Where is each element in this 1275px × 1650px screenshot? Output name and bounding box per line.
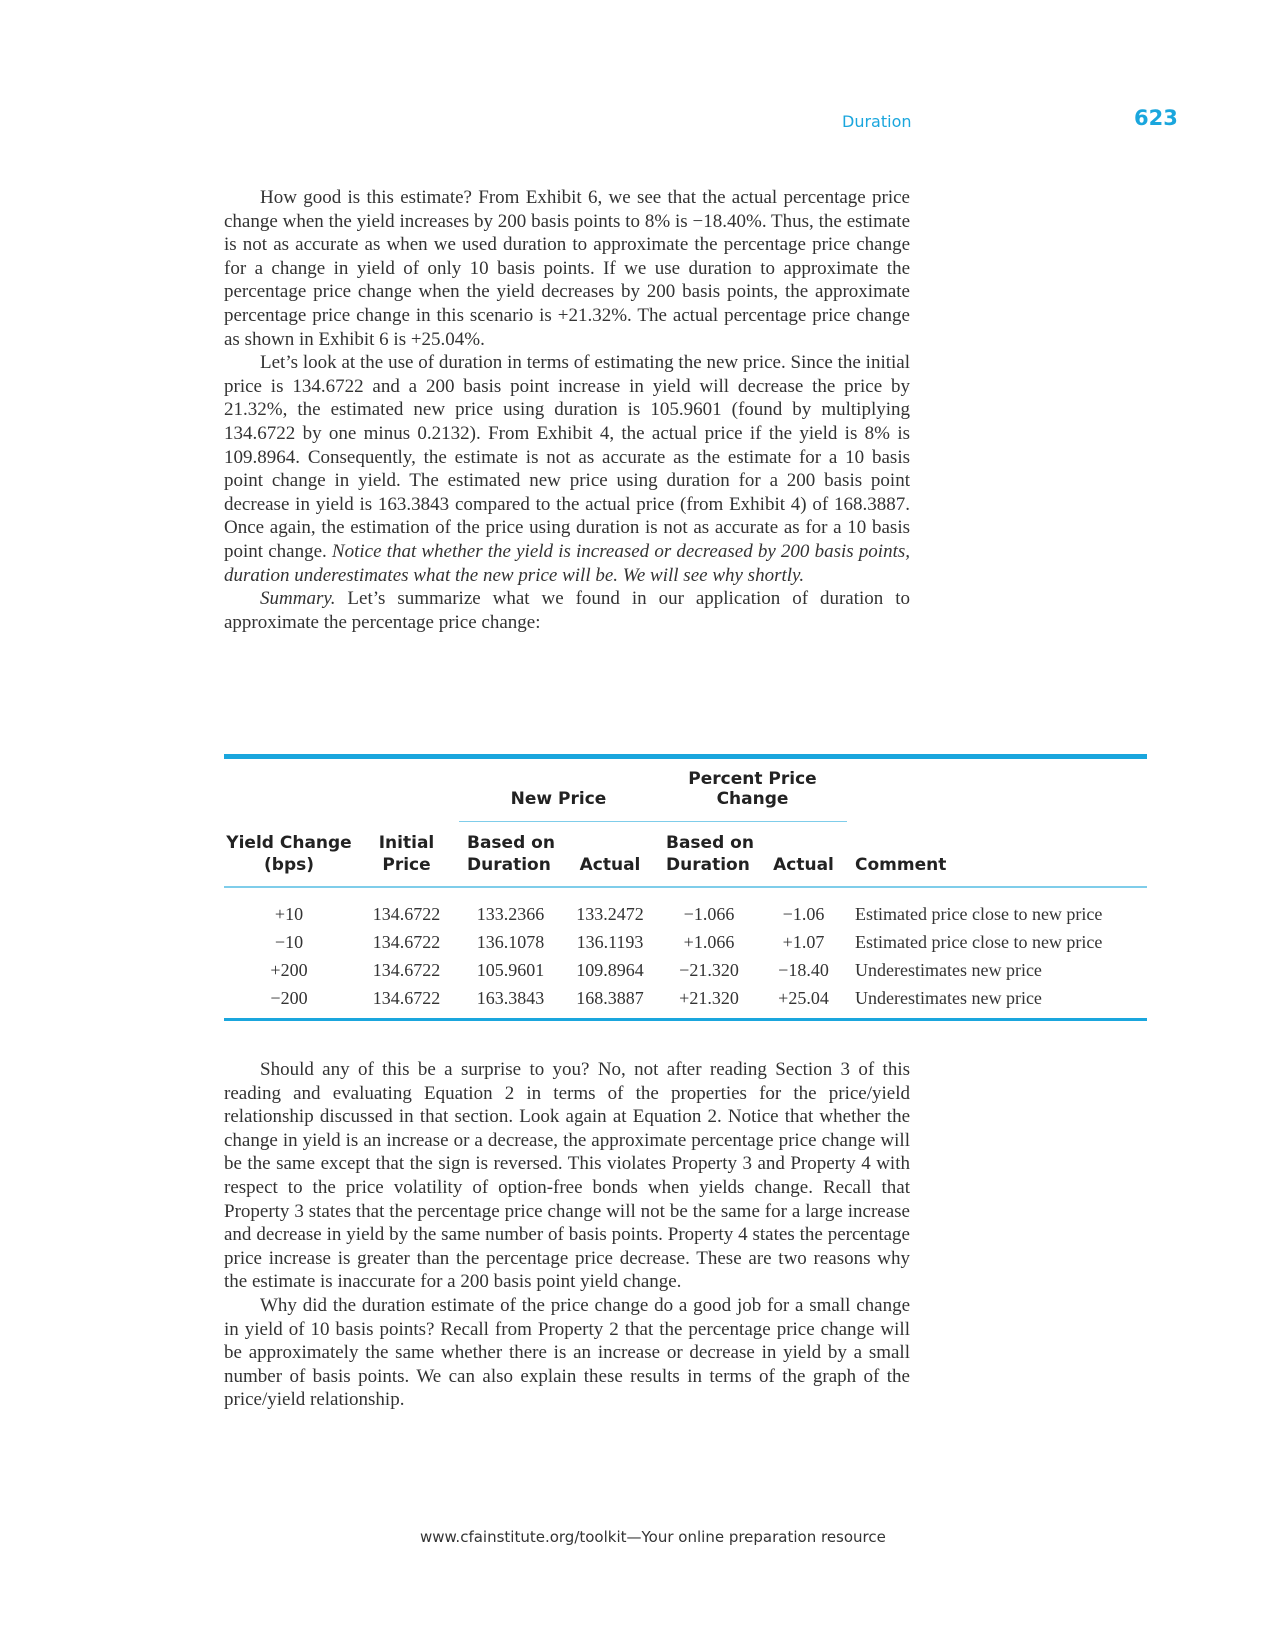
paragraph-estimate-accuracy xyxy=(224,186,910,351)
col-percent-actual: Actual xyxy=(760,822,847,888)
cell-comment: Underestimates new price xyxy=(855,959,1042,980)
col-new-price-duration xyxy=(459,822,562,888)
cell-initial-price: 134.6722 xyxy=(372,903,441,924)
cell-percent-duration: +21.320 xyxy=(679,987,739,1008)
header-line: Yield Change xyxy=(226,833,352,853)
cell-percent-actual: +25.04 xyxy=(778,987,829,1008)
cell-new-price-actual: 109.8964 xyxy=(576,959,644,980)
column-header-row xyxy=(224,822,1147,888)
footer-link-text: www.cfainstitute.org/toolkit—Your online preparation resource xyxy=(420,1528,886,1546)
header-line: Duration xyxy=(467,855,551,875)
cell-new-price-duration: 133.2366 xyxy=(476,903,545,924)
cell-percent-duration: +1.066 xyxy=(683,931,735,952)
cell-comment: Estimated price close to new price xyxy=(855,931,1103,952)
cell-initial-price: 134.6722 xyxy=(372,987,441,1008)
header-line: Initial xyxy=(378,833,435,853)
summary-table xyxy=(224,754,1147,1021)
group-spacer xyxy=(354,759,459,822)
body-text-top xyxy=(224,186,910,634)
col-initial-price xyxy=(354,822,459,888)
col-comment: Comment xyxy=(847,822,1147,888)
group-header-new-price: New Price xyxy=(459,759,658,822)
cell-comment: Estimated price close to new price xyxy=(855,903,1103,924)
cell-initial-price: 134.6722 xyxy=(372,959,441,980)
cell-new-price-actual: 133.2472 xyxy=(576,903,644,924)
col-percent-duration xyxy=(658,822,760,888)
col-yield-change xyxy=(224,822,354,888)
cell-percent-actual: −1.06 xyxy=(782,903,825,924)
cell-percent-duration: −1.066 xyxy=(683,903,735,924)
paragraph-new-price xyxy=(224,351,910,587)
cell-percent-actual: −18.40 xyxy=(778,959,829,980)
group-header-row xyxy=(224,759,1147,822)
header-line: Based on xyxy=(666,833,754,853)
cell-percent-actual: +1.07 xyxy=(782,931,825,952)
group-spacer xyxy=(224,759,354,822)
summary-lead: Summary. xyxy=(260,588,336,610)
paragraph-summary xyxy=(224,587,910,634)
cell-percent-duration: −21.320 xyxy=(679,959,739,980)
table-bottom-rule xyxy=(224,1018,1147,1021)
header-line: Price xyxy=(382,855,431,875)
header-line: Duration xyxy=(666,855,750,875)
cell-new-price-duration: 163.3843 xyxy=(476,987,545,1008)
cell-new-price-actual: 136.1193 xyxy=(576,931,644,952)
paragraph-text: Let’s look at the use of duration in terms of estimating the new price. Since the initial price is 134.6722 and a 200 basis point increase in yield will decrease the price by 21.32%, the estimated new price using duration is 105.9601 (found by multiplying 134.6722 by one minus 0.2132). From Exhibit 4, the actual price if the yield is 8% is 109.8964. Consequently, the estimate is not as accurate as the estimate for a 10 basis point change in yield. The estimated new price using duration for a 200 basis point decrease in yield is 163.3843 compared to the actual price (from Exhibit 4) of 168.3887. Once again, the estimation of the price using duration is not as accurate as for a 10 basis point change. xyxy=(224,352,910,562)
cell-yield-change: +10 xyxy=(274,903,304,924)
table-row xyxy=(224,928,1147,956)
table-row xyxy=(224,984,1147,1012)
body-text-bottom xyxy=(224,1058,910,1412)
cell-new-price-actual: 168.3887 xyxy=(576,987,644,1008)
table-row xyxy=(224,956,1147,984)
cell-yield-change: −200 xyxy=(270,987,308,1008)
table-row xyxy=(224,887,1147,928)
group-header-percent-change: Percent Price Change xyxy=(658,759,847,822)
page-number: 623 xyxy=(1134,106,1178,130)
duration-table xyxy=(224,759,1147,1012)
header-line: Based on xyxy=(467,833,555,853)
italic-note: Notice that whether the yield is increased or decreased by 200 basis points, duration underestimates what the new price will be. We will see why shortly. xyxy=(224,540,911,586)
col-new-price-actual: Actual xyxy=(562,822,658,888)
paragraph-small-change: Why did the duration estimate of the price change do a good job for a small change in yield of 10 basis points? Recall from Property 2 that the percentage price change will be approximately the same whether there is an increase or decrease in yield by a small number of basis points. We can also explain these results in terms of the graph of the price/yield relationship. xyxy=(224,1294,910,1411)
cell-yield-change: +200 xyxy=(270,959,308,980)
paragraph-surprise: Should any of this be a surprise to you? No, not after reading Section 3 of this reading and evaluating Equation 2 in terms of the properties for the price/yield relationship discussed in that section. Look again at Equation 2. Notice that whether the change in yield is an increase or a decrease, the approximate percentage price change will be the same except that the sign is reversed. This violates Property 3 and Property 4 with respect to the price volatility of option-free bonds when yields change. Recall that Property 3 states that the percentage price change will not be the same for a large increase and decrease in yield by the same number of basis points. Property 4 states the percentage price increase is greater than the percentage price decrease. These are two reasons why the estimate is inaccurate for a 200 basis point yield change. xyxy=(224,1059,910,1293)
cell-new-price-duration: 136.1078 xyxy=(476,931,545,952)
cell-comment: Underestimates new price xyxy=(855,987,1042,1008)
running-head: Duration xyxy=(842,112,912,131)
cell-new-price-duration: 105.9601 xyxy=(476,959,545,980)
cell-yield-change: −10 xyxy=(274,931,304,952)
header-line: (bps) xyxy=(264,855,314,875)
paragraph-text: How good is this estimate? From Exhibit 6, we see that the actual percentage price change when the yield increases by 200 basis points to 8% is −18.40%. Thus, the estimate is not as accurate as when we used duration to approximate the percentage price change for a change in yield of only 10 basis points. If we use duration to approximate the percentage price change when the yield decreases by 200 basis points, the approximate percentage price change in this scenario is +21.32%. The actual percentage price change as shown in Exhibit 6 is +25.04%. xyxy=(224,187,910,350)
cell-initial-price: 134.6722 xyxy=(372,931,441,952)
group-spacer xyxy=(847,759,1147,822)
paragraph-text: Let’s summarize what we found in our application of duration to approximate the percentage price change: xyxy=(224,588,910,633)
